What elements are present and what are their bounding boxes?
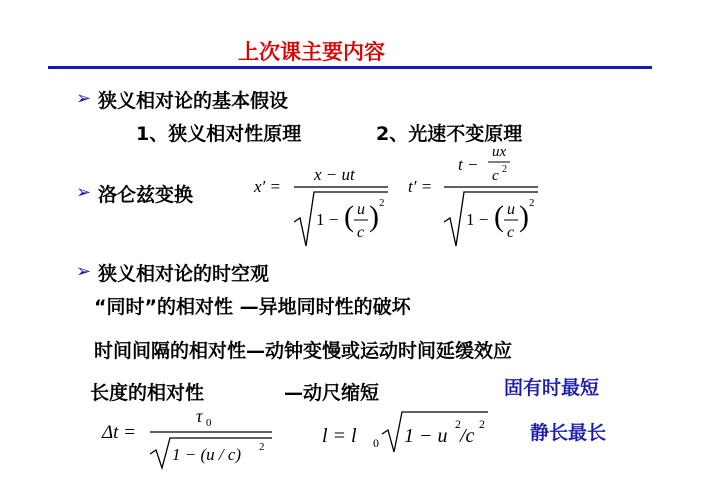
l-square-1: 2 — [455, 417, 461, 431]
postulates-heading: 狭义相对论的基本假设 — [98, 90, 289, 112]
time-interval-line: 时间间隔的相对性—动钟变慢或运动时间延缓效应 — [94, 340, 513, 362]
length-contraction-formula — [316, 404, 496, 464]
arrow-bullet-icon: ➢ — [76, 88, 92, 109]
x-c: c — [357, 224, 365, 241]
dt-square: 2 — [259, 441, 265, 453]
x-paren-left: ( — [344, 200, 354, 233]
proper-time-note: 固有时最短 — [504, 377, 600, 399]
x-one-minus: 1 − — [316, 210, 339, 229]
simultaneity-line: “同时”的相对性 —异地同时性的破坏 — [94, 296, 411, 318]
t-one-minus: 1 − — [466, 210, 489, 229]
principle-light-speed: 2、光速不变原理 — [376, 123, 523, 145]
l-slash-c: /c — [460, 425, 475, 447]
dt-denominator: 1 − (u / c) — [172, 445, 242, 464]
l-sub: 0 — [373, 436, 379, 450]
t-square: 2 — [529, 197, 535, 209]
lorentz-formulas — [248, 140, 548, 252]
principle-relativity: 1、狭义相对性原理 — [136, 123, 302, 145]
spacetime-heading: 狭义相对论的时空观 — [98, 263, 270, 285]
x-paren-right: ) — [369, 200, 379, 233]
t-numerator-t: t − — [458, 155, 479, 174]
t-paren-left: ( — [494, 200, 504, 233]
arrow-bullet-icon: ➢ — [76, 182, 92, 203]
t-c-square: 2 — [502, 164, 507, 175]
l-lhs: l = l — [322, 425, 357, 447]
title-rule — [48, 66, 652, 69]
t-paren-right: ) — [519, 200, 529, 233]
time-dilation-formula — [96, 404, 286, 474]
t-c: c — [492, 168, 499, 184]
tau: τ — [196, 406, 203, 426]
lorentz-heading: 洛仑兹变换 — [98, 184, 194, 206]
t-prime-lhs: t′ = — [408, 177, 433, 196]
t-ux: ux — [492, 144, 507, 160]
length-relativity: 长度的相对性 — [90, 382, 205, 404]
l-square-2: 2 — [479, 417, 485, 431]
dt-lhs: Δt = — [102, 422, 137, 443]
t-c2: c — [507, 224, 515, 241]
arrow-bullet-icon: ➢ — [76, 261, 92, 282]
length-contraction: —动尺缩短 — [284, 382, 380, 404]
l-radicand: 1 − u — [404, 425, 448, 447]
x-numerator: x − ut — [314, 165, 355, 184]
proper-length-note: 静长最长 — [530, 422, 607, 444]
x-u: u — [357, 201, 365, 218]
x-square: 2 — [379, 197, 385, 209]
t-u: u — [507, 201, 515, 218]
tau-sub: 0 — [206, 417, 212, 429]
page-title: 上次课主要内容 — [238, 40, 385, 64]
x-prime-lhs: x′ = — [254, 177, 281, 196]
